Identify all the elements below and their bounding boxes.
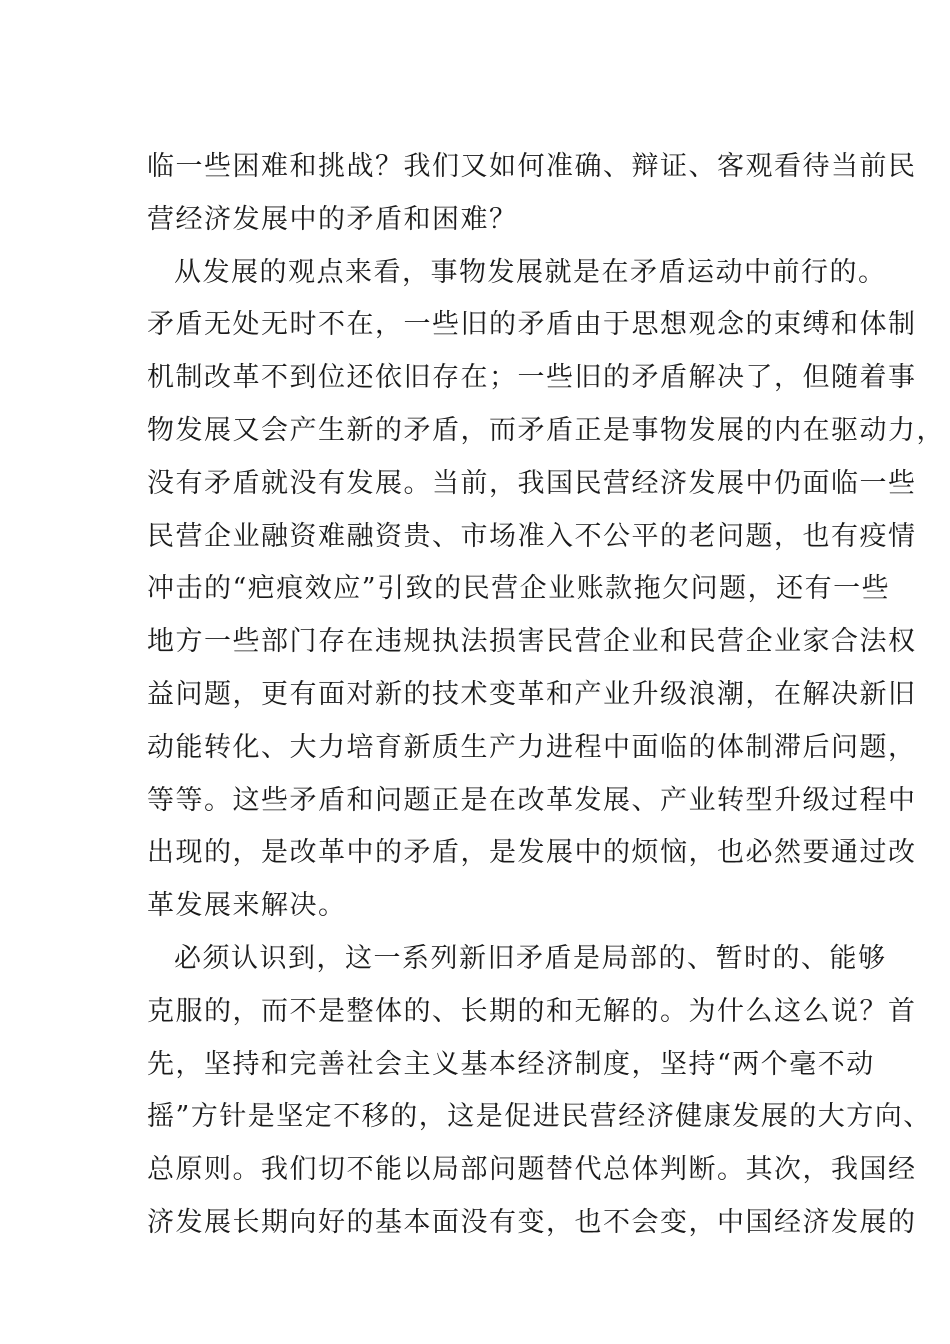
text-line: 出现的，是改革中的矛盾，是发展中的烦恼，也必然要通过改 (147, 837, 917, 869)
text-line: 摇”方针是坚定不移的，这是促进民营经济健康发展的大方向、 (147, 1101, 932, 1133)
text-line: 革发展来解决。 (147, 890, 347, 922)
text-line: 民营企业融资难融资贵、市场准入不公平的老问题，也有疫情 (147, 520, 917, 552)
paragraph-start-line: 从发展的观点来看，事物发展就是在矛盾运动中前行的。 (174, 256, 887, 288)
text-line: 益问题，更有面对新的技术变革和产业升级浪潮，在解决新旧 (147, 678, 917, 710)
text-line: 地方一些部门存在违规执法损害民营企业和民营企业家合法权 (147, 626, 917, 658)
text-line: 克服的，而不是整体的、长期的和无解的。为什么这么说？首 (147, 995, 917, 1027)
text-line: 冲击的“疤痕效应”引致的民营企业账款拖欠问题，还有一些 (147, 573, 891, 605)
paragraph-start-line: 必须认识到，这一系列新旧矛盾是局部的、暂时的、能够 (174, 942, 887, 974)
text-line: 济发展长期向好的基本面没有变，也不会变，中国经济发展的 (147, 1206, 917, 1238)
text-line: 营经济发展中的矛盾和困难？ (147, 203, 518, 235)
text-line: 先，坚持和完善社会主义基本经济制度，坚持“两个毫不动 (147, 1048, 875, 1080)
text-line: 机制改革不到位还依旧存在；一些旧的矛盾解决了，但随着事 (147, 362, 917, 394)
text-line: 总原则。我们切不能以局部问题替代总体判断。其次，我国经 (147, 1154, 917, 1186)
text-line: 临一些困难和挑战？我们又如何准确、辩证、客观看待当前民 (147, 151, 917, 182)
text-line: 矛盾无处无时不在，一些旧的矛盾由于思想观念的束缚和体制 (147, 309, 917, 341)
body-text (147, 141, 945, 1250)
text-line: 物发展又会产生新的矛盾，而矛盾正是事物发展的内在驱动力， (147, 414, 945, 446)
text-line: 没有矛盾就没有发展。当前，我国民营经济发展中仍面临一些 (147, 467, 917, 499)
text-line: 动能转化、大力培育新质生产力进程中面临的体制滞后问题， (147, 731, 917, 763)
text-line: 等等。这些矛盾和问题正是在改革发展、产业转型升级过程中 (147, 784, 917, 816)
